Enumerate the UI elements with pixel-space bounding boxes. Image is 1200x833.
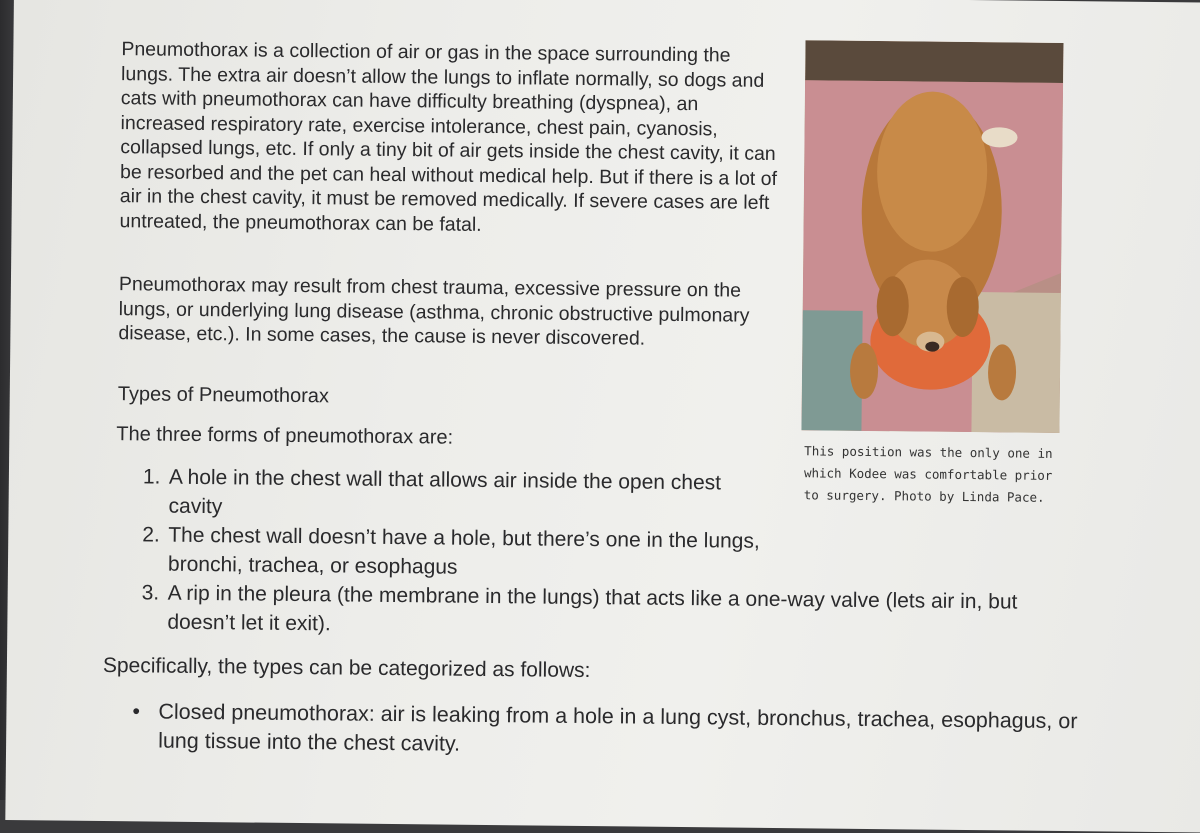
list-item (116, 520, 779, 585)
list-number: 2. (142, 523, 160, 547)
photo-floor (971, 292, 1060, 433)
types-intro: Specifically, the types can be categorized as follows: (102, 653, 591, 683)
printed-page (5, 0, 1200, 833)
section-heading: Types of Pneumothorax (117, 383, 330, 408)
intro-paragraph: Pneumothorax is a collection of air or gas in the space surrounding the lungs. The extra air doesn’t allow the lungs to inflate normally, so dogs and cats with pneumothorax can have difficulty breathing (dyspnea), an increased respiratory rate, exercise intolerance, chest pain, cyanosis, collapsed lungs, etc. If only a tiny bit of air gets inside the chest cavity, it can be resorbed and the pet can heal without medical help. But if there is a lot of air in the chest cavity, it must be removed medically. If severe cases are left untreated, the pneumothorax can be fatal. (119, 38, 778, 236)
photo-top-floor (805, 40, 1063, 83)
list-number: 1. (142, 465, 161, 489)
bullet-marker: • (132, 699, 141, 724)
causes-paragraph: Pneumothorax may result from chest trauma, excessive pressure on the lungs, or underlying lung disease (asthma, chronic obstructive pulmonary disease, etc.). In some cases, the cause is never discovered. (118, 273, 750, 350)
list-number: 3. (141, 581, 160, 605)
types-list (102, 697, 1093, 765)
list-item (102, 697, 1093, 765)
list-item-text: Closed pneumothorax: air is leaking from a hole in a lung cyst, bronchus, trachea, esophagus, or lung tissue into the chest cavity. (158, 699, 1078, 756)
dog-photo-illustration (801, 40, 1063, 433)
photo-caption: This position was the only one in which Kodee was comfortable prior to surgery. Photo by Linda Pace. (803, 443, 1053, 505)
list-item-text: A hole in the chest wall that allows air inside the open chest cavity (168, 465, 722, 519)
dog-photo (801, 40, 1063, 433)
list-item (116, 462, 779, 527)
list-item-text: A rip in the pleura (the membrane in the lungs) that acts like a one-way valve (lets air in, but doesn’t let it exit). (167, 581, 1018, 636)
list-item-text: The chest wall doesn’t have a hole, but there’s one in the lungs, bronchi, trachea, or esophagus (167, 523, 760, 579)
list-item (115, 578, 1086, 646)
forms-intro: The three forms of pneumothorax are: (116, 423, 454, 449)
